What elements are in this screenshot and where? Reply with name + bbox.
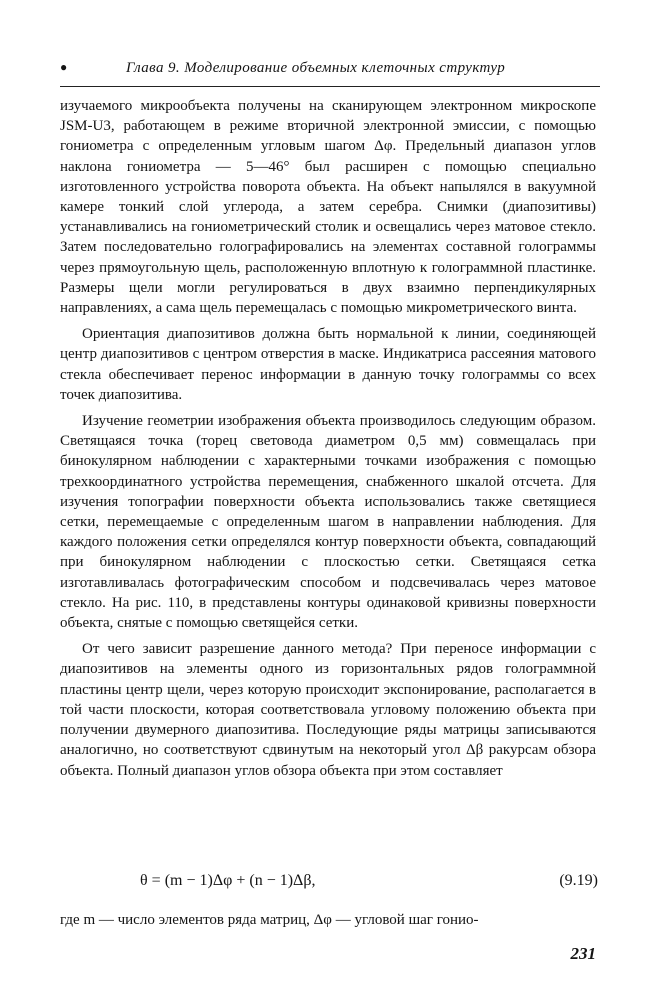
running-title: Глава 9. Моделирование объемных клеточных структур: [126, 60, 506, 76]
paragraph: Ориентация диапозитивов должна быть нормальной к линии, соединяющей центр диапозитивов с центром отверстия в маске. Индикатриса рассеяния матового стекла обеспечивает перенос информации в данную точку голограммы со всех точек диапозитива.: [60, 326, 596, 403]
page-number: 231: [570, 944, 596, 963]
paragraph: От чего зависит разрешение данного метода? При переносе информации с диапозитивов на элементы одного из горизонтальных рядов голограммной пластины центр щели, через которую происходит экспонирование, располагается в той части плоскости, которая соответствовала угловому положению объекта при получении двумерного диапозитива. Последующие ряды матрицы записываются аналогично, но соответствуют сдвинутым на некоторый угол Δβ ракурсам обзора объекта. Полный диапазон углов обзора объекта при этом составляет: [60, 641, 596, 779]
paragraph: изучаемого микрообъекта получены на сканирующем электронном микроскопе JSM-U3, работающем в режиме вторичной электронной эмиссии, с помощью гониометра с определенным угловым шагом Δφ. Предельный диапазон углов наклона гониометра — 5—46° был расширен с помощью специально изготовленного устройства поворота объекта. На объект напылялся в вакуумной камере тонкий слой углерода, а затем серебра. Снимки (диапозитивы) устанавливались на гониометрический столик и освещались через матовое стекло. Затем последовательно голографировались на элементах составной голограммы через прямоугольную щель, расположенную вплотную к голограммной пластинке. Размеры щели могли регулироваться в двух взаимно перпендикулярных направлениях, а сама щель перемещалась с помощью микрометрического винта.: [60, 98, 596, 317]
header-rule: [60, 86, 600, 87]
header-bullet: ●: [60, 60, 68, 74]
body-text: [60, 96, 596, 787]
equation: [60, 872, 600, 894]
continuation-line: где m — число элементов ряда матриц, Δφ — угловой шаг гонио-: [60, 912, 479, 928]
paragraph: Изучение геометрии изображения объекта производилось следующим образом. Светящаяся точка (торец световода диаметром 0,5 мм) совмещалась при бинокулярном наблюдении с характерными точками изображения с помощью трехкоординатного устройства перемещения, снабженного шкалой отсчета. Для изучения топографии поверхности объекта использовались также светящиеся сетки, перемещаемые с определенным шагом в направлении наблюдения. Для каждого положения сетки определялся контур поверхности объекта, совпадающий при бинокулярном наблюдении с плоскостью сетки. Светящаяся сетка изготавливалась фотографическим способом и подсвечивалась через матовое стекло. На рис. 110, в представлены контуры одинаковой кривизны поверхности объекта, снятые с помощью светящейся сетки.: [60, 413, 596, 632]
equation-number: (9.19): [559, 872, 598, 889]
equation-expression: θ = (m − 1)Δφ + (n − 1)Δβ,: [140, 872, 316, 889]
